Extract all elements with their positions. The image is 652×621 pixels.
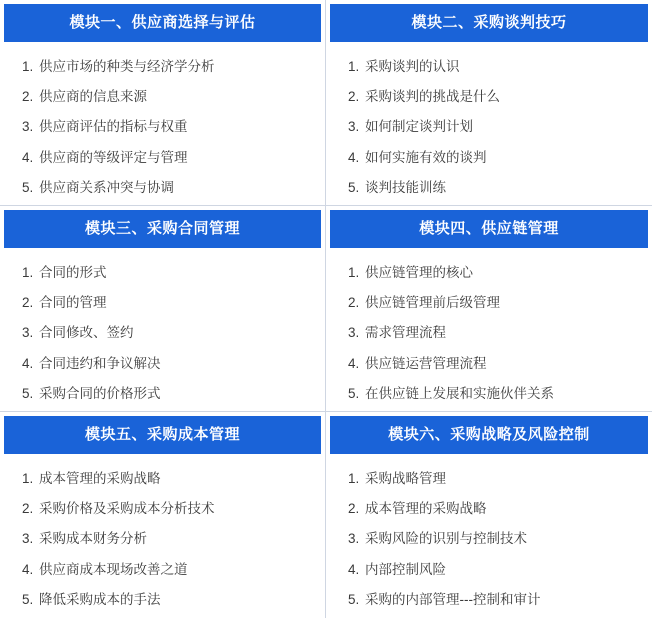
- list-item: [348, 494, 640, 524]
- list-item: [22, 379, 313, 409]
- list-item-number: 4.: [348, 561, 360, 577]
- list-item-number: 4.: [22, 149, 34, 165]
- list-item: [348, 288, 640, 318]
- list-item-label: 采购的内部管理---控制和审计: [365, 591, 541, 607]
- module-card-5: [0, 412, 326, 618]
- list-item-number: 2.: [22, 89, 34, 105]
- list-item: [348, 318, 640, 348]
- list-item-label: 成本管理的采购战略: [39, 471, 161, 486]
- list-item-number: 2.: [348, 501, 360, 517]
- list-item-label: 供应商成本现场改善之道: [39, 561, 188, 577]
- list-item-label: 在供应链上发展和实施伙伴关系: [365, 385, 554, 401]
- list-item-number: 3.: [348, 325, 360, 341]
- list-item: [22, 349, 313, 379]
- list-item: [348, 82, 640, 112]
- list-item-number: 4.: [348, 149, 360, 165]
- module-items-3: [4, 248, 321, 415]
- list-item: [22, 555, 313, 585]
- module-title-5: 模块五、采购成本管理: [4, 416, 321, 454]
- list-item: [348, 143, 640, 173]
- list-item-label: 供应链管理的核心: [365, 265, 473, 280]
- list-item-number: 1.: [348, 59, 360, 74]
- list-item: [348, 464, 640, 494]
- list-item-number: 4.: [348, 355, 360, 371]
- module-items-2: [330, 42, 648, 209]
- list-item-label: 采购合同的价格形式: [39, 385, 161, 401]
- list-item-number: 2.: [348, 295, 360, 311]
- list-item-label: 如何实施有效的谈判: [365, 149, 487, 165]
- list-item-number: 2.: [348, 89, 360, 105]
- module-title-2: 模块二、采购谈判技巧: [330, 4, 648, 42]
- module-items-4: [330, 248, 648, 415]
- list-item: [22, 494, 313, 524]
- list-item-number: 1.: [348, 265, 360, 280]
- list-item-label: 供应市场的种类与经济学分析: [39, 59, 215, 74]
- list-item: [348, 52, 640, 82]
- list-item: [348, 112, 640, 142]
- list-item-number: 3.: [22, 119, 34, 135]
- list-item-number: 5.: [22, 179, 34, 195]
- list-item-number: 2.: [22, 295, 34, 311]
- list-item-number: 5.: [22, 385, 34, 401]
- list-item-number: 5.: [348, 385, 360, 401]
- module-title-1: 模块一、供应商选择与评估: [4, 4, 321, 42]
- list-item-label: 采购谈判的挑战是什么: [365, 89, 500, 105]
- list-item: [348, 258, 640, 288]
- list-item-label: 合同修改、签约: [39, 325, 134, 341]
- list-item-number: 5.: [348, 591, 360, 607]
- list-item-number: 1.: [22, 471, 34, 486]
- list-item: [22, 52, 313, 82]
- list-item: [22, 173, 313, 203]
- list-item: [348, 524, 640, 554]
- list-item-label: 采购价格及采购成本分析技术: [39, 501, 215, 517]
- list-item: [22, 464, 313, 494]
- module-items-1: [4, 42, 321, 209]
- list-item-label: 内部控制风险: [365, 561, 446, 577]
- list-item-number: 3.: [22, 325, 34, 341]
- list-item-label: 供应商关系冲突与协调: [39, 179, 174, 195]
- module-card-3: [0, 206, 326, 412]
- list-item-number: 1.: [348, 471, 360, 486]
- module-card-6: [326, 412, 652, 618]
- list-item-label: 成本管理的采购战略: [365, 501, 487, 517]
- list-item: [22, 82, 313, 112]
- list-item-label: 采购风险的识别与控制技术: [365, 531, 527, 547]
- list-item: [348, 379, 640, 409]
- list-item-number: 4.: [22, 561, 34, 577]
- list-item: [22, 585, 313, 615]
- module-card-4: [326, 206, 652, 412]
- list-item-label: 供应商评估的指标与权重: [39, 119, 188, 135]
- list-item-label: 供应链管理前后级管理: [365, 295, 500, 311]
- list-item-number: 5.: [348, 179, 360, 195]
- list-item-number: 3.: [348, 531, 360, 547]
- list-item-number: 3.: [348, 119, 360, 135]
- list-item-label: 采购战略管理: [365, 471, 446, 486]
- list-item-label: 采购谈判的认识: [365, 59, 460, 74]
- list-item-number: 5.: [22, 591, 34, 607]
- list-item: [22, 112, 313, 142]
- list-item-label: 谈判技能训练: [365, 179, 446, 195]
- list-item-label: 供应链运营管理流程: [365, 355, 487, 371]
- module-title-4: 模块四、供应链管理: [330, 210, 648, 248]
- list-item-label: 供应商的信息来源: [39, 89, 147, 105]
- list-item-label: 合同的形式: [39, 265, 107, 280]
- module-items-5: [4, 454, 321, 621]
- list-item-label: 采购成本财务分析: [39, 531, 147, 547]
- list-item: [22, 318, 313, 348]
- list-item-number: 4.: [22, 355, 34, 371]
- module-title-3: 模块三、采购合同管理: [4, 210, 321, 248]
- list-item-number: 1.: [22, 59, 34, 74]
- module-items-6: [330, 454, 648, 621]
- list-item: [348, 349, 640, 379]
- list-item-label: 供应商的等级评定与管理: [39, 149, 188, 165]
- list-item: [22, 143, 313, 173]
- list-item-number: 2.: [22, 501, 34, 517]
- list-item: [348, 173, 640, 203]
- module-card-2: [326, 0, 652, 206]
- list-item-label: 需求管理流程: [365, 325, 446, 341]
- list-item-number: 3.: [22, 531, 34, 547]
- list-item: [348, 585, 640, 615]
- list-item: [22, 258, 313, 288]
- list-item-number: 1.: [22, 265, 34, 280]
- module-card-1: [0, 0, 326, 206]
- list-item-label: 降低采购成本的手法: [39, 591, 161, 607]
- list-item-label: 合同的管理: [39, 295, 107, 311]
- list-item: [22, 288, 313, 318]
- list-item: [22, 524, 313, 554]
- list-item-label: 如何制定谈判计划: [365, 119, 473, 135]
- list-item-label: 合同违约和争议解决: [39, 355, 161, 371]
- module-title-6: 模块六、采购战略及风险控制: [330, 416, 648, 454]
- list-item: [348, 555, 640, 585]
